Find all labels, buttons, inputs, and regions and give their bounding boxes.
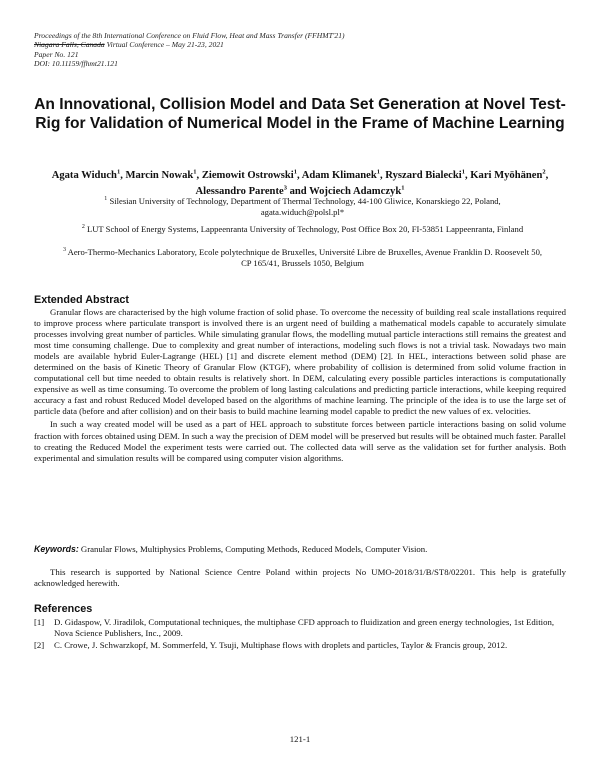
page-number: 121-1 xyxy=(289,734,311,744)
author: Ryszard Bialecki$^1$, xyxy=(385,168,471,181)
proceedings-header xyxy=(34,31,574,68)
abstract-paragraph: Granular flows are characterised by the high volume fraction of solid phase. To overcome the necessity of building real scale installations required to improve process where particulate transport is involved there is an urgent need of building a mathematical models capable to accurately simulate processes involving great number of particles. While simulating granular flows, the modelling mutual particle interactions still remains the greatest and most time consuming challenge. Due to complexity and great number of interactions, modeling such flows is not a trivial task. Nowadays two main models are available hybrid Euler-Lagrange (HEL) [1] and discrete element method (DEM) [2]. In HEL, interactions between solid phase are determined on the basis of Kinetic Theory of Granular Flow (KTGF), where probability of collision is determined from solid volume fraction in computational cell but time needed to obtain results is relatively short. In DEM, calculating every possible particles interactions is computationally expensive as well as time consuming. To overcome the problem of long lasting calculations and predicting particle interactions, while keeping required accuracy a fast and robust Reduced Model developed based on the algorithms of machine learning. The principle of the idea is to use the large set of particle data (before and after collision) and on their basis to build machine learning model capable to predict the new values of ex. velocities. xyxy=(34,307,566,417)
author: Wojciech Adamczyk$^1$ xyxy=(309,184,405,198)
proceedings-line: Proceedings of the 8th International Conference on Fluid Flow, Heat and Mass Transfer (FFHMT'21) xyxy=(34,31,345,40)
abstract-body xyxy=(34,307,566,464)
author: Ziemowit Ostrowski$^1$, xyxy=(201,168,302,181)
venue-line xyxy=(34,40,574,49)
struck-venue: Niagara Falls, Canada xyxy=(34,40,105,50)
author: Alessandro Parente$^3$ and xyxy=(195,184,310,198)
reference-item: [2] C. Crowe, J. Schwarzkopf, M. Sommerfeld, Y. Tsuji, Multiphase flows with droplets and particles, Taylor & Francis group, 2012. xyxy=(34,640,508,651)
keywords-label: Keywords: xyxy=(34,544,79,554)
affiliation-1: $^1$ Silesian University of Technology, Department of Thermal Technology, 44-100 Gliwice, Konarskiego 22, Poland, agata.widuch@polsl.pl* xyxy=(104,195,501,217)
author-email: agata.widuch@polsl.pl* xyxy=(260,206,345,217)
affiliation-3: $^3$ Aero-Thermo-Mechanics Laboratory, Ecole polytechnique de Bruxelles, Université Libre de Bruxelles, Avenue Franklin D. Roosevelt 50, CP 165/41, Brussels 1050, Belgium xyxy=(62,246,543,268)
acknowledgement-text: This research is supported by National Science Centre Poland within projects No UMO-2018/31/B/ST8/02201. This help is gratefully acknowledged herewith. xyxy=(34,567,566,589)
reference-list xyxy=(34,617,566,652)
doi: DOI: 10.11159/ffhmt21.121 xyxy=(34,58,118,68)
paper-title: An Innovational, Collision Model and Data Set Generation at Novel Test-Rig for Validation of Numerical Model in the Frame of Machine Learning xyxy=(34,96,566,132)
reference-item: [1] D. Gidaspow, V. Jiradilok, Computational techniques, the multiphase CFD approach to fluidization and green energy technologies, 1st Edition, Nova Science Publishers, Inc., 2009. xyxy=(34,617,555,639)
abstract-paragraph: In such a way created model will be used as a part of HEL approach to substitute forces between particle interactions basing on solid volume fraction with forces obtained using DEM. In such a way the precision of DEM model will be preserved but results will be obtained much faster. Parallel to creating the Reduced Model the experiment tests were carried out. The collected data will serve as the validation set for further analysis. Both experimental and simulation results will be compared using computer vision algorithms. xyxy=(34,419,566,463)
references-heading: References xyxy=(34,603,93,615)
author: Marcin Nowak$^1$, xyxy=(125,168,202,181)
affiliation-2: $^2$ LUT School of Energy Systems, Lappeenranta University of Technology, Post Office Box 20, FI-53851 Lappeenranta, Finland xyxy=(81,223,524,234)
paper-number: Paper No. 121 xyxy=(34,49,79,59)
keywords xyxy=(34,544,566,555)
acknowledgement xyxy=(34,567,566,589)
venue-rest: Virtual Conference – May 21-23, 2021 xyxy=(104,40,224,50)
author: Adam Klimanek$^1$, xyxy=(301,168,386,181)
author: Agata Widuch$^1$, xyxy=(51,168,126,181)
keywords-text: Granular Flows, Multiphysics Problems, Computing Methods, Reduced Models, Computer Vision. xyxy=(78,544,428,554)
abstract-heading: Extended Abstract xyxy=(34,294,129,306)
author: Kari Myöhänen$^2$, xyxy=(470,168,549,181)
